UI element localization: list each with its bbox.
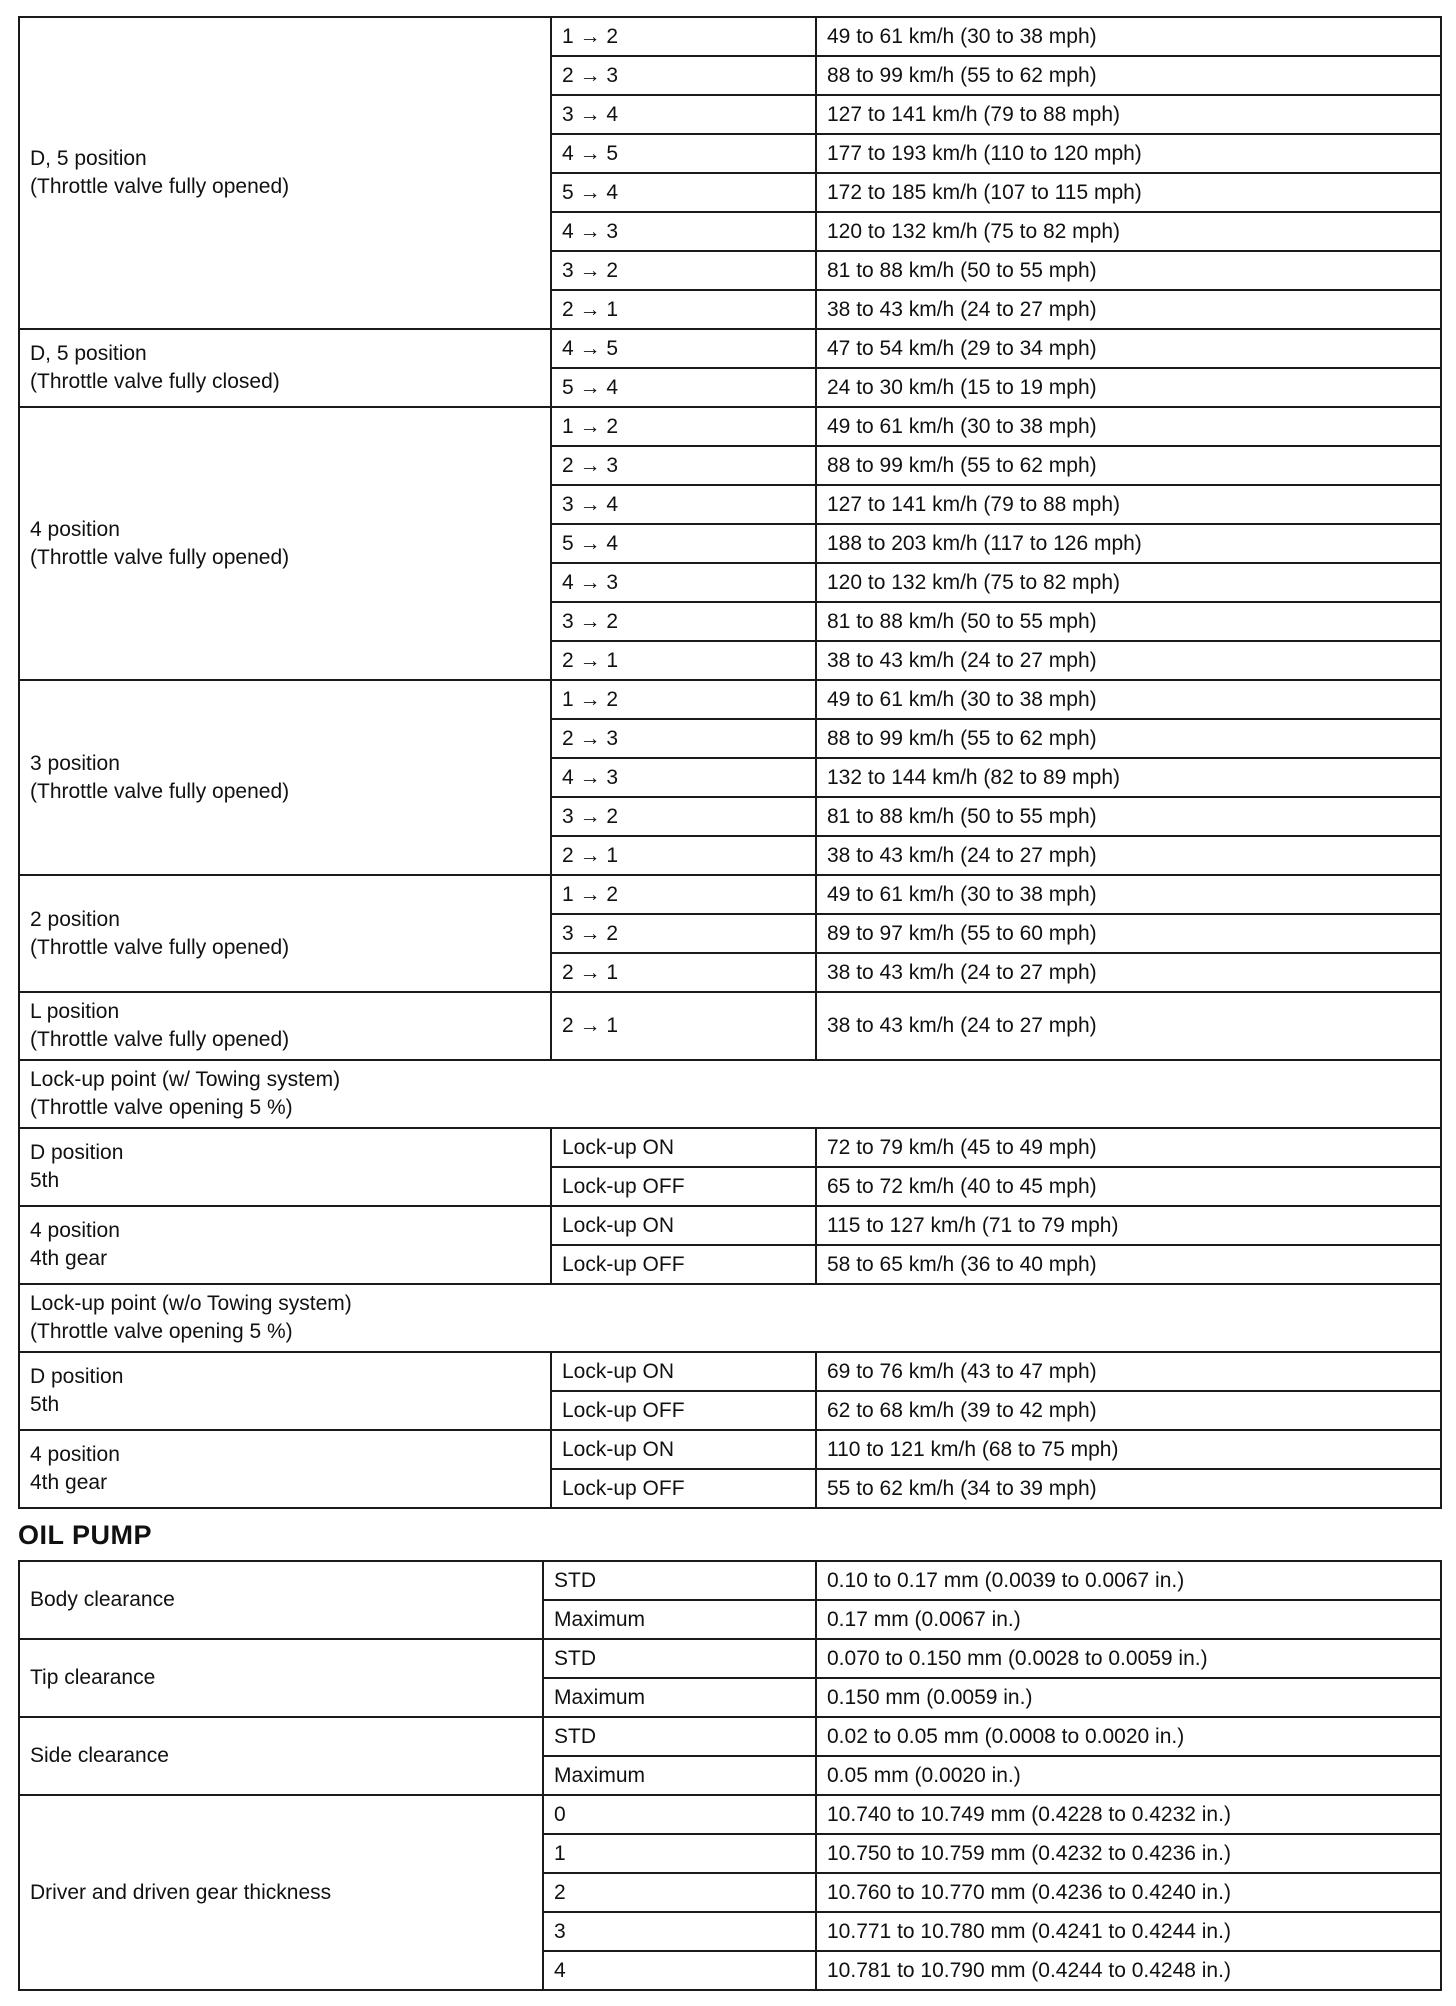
spec-key: 1 (543, 1834, 816, 1873)
speed-value: 89 to 97 km/h (55 to 60 mph) (816, 914, 1441, 953)
shift-label: 4 → 3 (551, 212, 816, 251)
shift-label: 5 → 4 (551, 173, 816, 212)
speed-value: 38 to 43 km/h (24 to 27 mph) (816, 836, 1441, 875)
spec-item-label: Side clearance (19, 1717, 543, 1795)
oil-pump-heading: OIL PUMP (18, 1520, 153, 1550)
spec-item-label: Driver and driven gear thickness (19, 1795, 543, 1990)
table-row (19, 1352, 1441, 1391)
spec-key: STD (543, 1639, 816, 1678)
spec-value: 10.781 to 10.790 mm (0.4244 to 0.4248 in.) (816, 1951, 1441, 1990)
spec-value: 0.150 mm (0.0059 in.) (816, 1678, 1441, 1717)
position-label: L position (Throttle valve fully opened) (19, 992, 551, 1060)
table-row (19, 1561, 1441, 1600)
oil-pump-table (18, 1560, 1442, 1991)
shift-label: 1 → 2 (551, 17, 816, 56)
speed-value: 88 to 99 km/h (55 to 62 mph) (816, 719, 1441, 758)
position-label: D, 5 position (Throttle valve fully closed) (19, 329, 551, 407)
speed-value: 188 to 203 km/h (117 to 126 mph) (816, 524, 1441, 563)
table-row (19, 1206, 1441, 1245)
table-row (19, 875, 1441, 914)
shift-label: 5 → 4 (551, 524, 816, 563)
spec-value: 0.17 mm (0.0067 in.) (816, 1600, 1441, 1639)
shift-label: 3 → 2 (551, 797, 816, 836)
speed-value: 55 to 62 km/h (34 to 39 mph) (816, 1469, 1441, 1508)
lockup-section-header: Lock-up point (w/ Towing system) (Throttle valve opening 5 %) (19, 1060, 1441, 1128)
speed-value: 172 to 185 km/h (107 to 115 mph) (816, 173, 1441, 212)
shift-label: Lock-up ON (551, 1206, 816, 1245)
speed-value: 120 to 132 km/h (75 to 82 mph) (816, 563, 1441, 602)
shift-label: 5 → 4 (551, 368, 816, 407)
shift-label: Lock-up ON (551, 1352, 816, 1391)
spec-value: 10.750 to 10.759 mm (0.4232 to 0.4236 in.) (816, 1834, 1441, 1873)
position-label: 4 position 4th gear (19, 1206, 551, 1284)
spec-key: 4 (543, 1951, 816, 1990)
shift-label: 1 → 2 (551, 407, 816, 446)
speed-value: 120 to 132 km/h (75 to 82 mph) (816, 212, 1441, 251)
shift-label: 3 → 2 (551, 602, 816, 641)
speed-value: 49 to 61 km/h (30 to 38 mph) (816, 17, 1441, 56)
speed-value: 38 to 43 km/h (24 to 27 mph) (816, 953, 1441, 992)
speed-value: 88 to 99 km/h (55 to 62 mph) (816, 446, 1441, 485)
shift-label: 2 → 1 (551, 290, 816, 329)
table-row (19, 1717, 1441, 1756)
table-row (19, 1639, 1441, 1678)
shift-label: 2 → 3 (551, 56, 816, 95)
spec-value: 0.02 to 0.05 mm (0.0008 to 0.0020 in.) (816, 1717, 1441, 1756)
spec-key: 0 (543, 1795, 816, 1834)
table-row (19, 17, 1441, 56)
shift-label: 4 → 3 (551, 563, 816, 602)
spec-key: 2 (543, 1873, 816, 1912)
speed-value: 58 to 65 km/h (36 to 40 mph) (816, 1245, 1441, 1284)
shift-label: 3 → 2 (551, 914, 816, 953)
speed-value: 88 to 99 km/h (55 to 62 mph) (816, 56, 1441, 95)
spec-value: 0.10 to 0.17 mm (0.0039 to 0.0067 in.) (816, 1561, 1441, 1600)
spec-key: STD (543, 1717, 816, 1756)
shift-label: 4 → 3 (551, 758, 816, 797)
shift-label: 2 → 1 (551, 836, 816, 875)
speed-value: 38 to 43 km/h (24 to 27 mph) (816, 641, 1441, 680)
position-label: D position 5th (19, 1352, 551, 1430)
table-row (19, 992, 1441, 1060)
speed-value: 47 to 54 km/h (29 to 34 mph) (816, 329, 1441, 368)
shift-label: 3 → 4 (551, 95, 816, 134)
spec-value: 0.070 to 0.150 mm (0.0028 to 0.0059 in.) (816, 1639, 1441, 1678)
shift-label: Lock-up ON (551, 1430, 816, 1469)
lockup-section-row (19, 1284, 1441, 1352)
table-row (19, 329, 1441, 368)
spec-item-label: Body clearance (19, 1561, 543, 1639)
shift-label: 4 → 5 (551, 329, 816, 368)
table-row (19, 680, 1441, 719)
position-label: 4 position (Throttle valve fully opened) (19, 407, 551, 680)
spec-value: 0.05 mm (0.0020 in.) (816, 1756, 1441, 1795)
spec-key: Maximum (543, 1756, 816, 1795)
shift-label: Lock-up OFF (551, 1245, 816, 1284)
shift-label: 4 → 5 (551, 134, 816, 173)
speed-value: 38 to 43 km/h (24 to 27 mph) (816, 992, 1441, 1060)
spec-item-label: Tip clearance (19, 1639, 543, 1717)
spec-key: Maximum (543, 1678, 816, 1717)
shift-label: 2 → 3 (551, 719, 816, 758)
speed-value: 81 to 88 km/h (50 to 55 mph) (816, 797, 1441, 836)
speed-value: 115 to 127 km/h (71 to 79 mph) (816, 1206, 1441, 1245)
speed-value: 49 to 61 km/h (30 to 38 mph) (816, 875, 1441, 914)
shift-label: Lock-up OFF (551, 1391, 816, 1430)
spec-key: Maximum (543, 1600, 816, 1639)
speed-value: 81 to 88 km/h (50 to 55 mph) (816, 251, 1441, 290)
position-label: 4 position 4th gear (19, 1430, 551, 1508)
spec-key: 3 (543, 1912, 816, 1951)
position-label: D position 5th (19, 1128, 551, 1206)
spec-value: 10.740 to 10.749 mm (0.4228 to 0.4232 in.) (816, 1795, 1441, 1834)
position-label: 3 position (Throttle valve fully opened) (19, 680, 551, 875)
table-row (19, 407, 1441, 446)
shift-label: Lock-up ON (551, 1128, 816, 1167)
speed-value: 65 to 72 km/h (40 to 45 mph) (816, 1167, 1441, 1206)
table-row (19, 1128, 1441, 1167)
shift-label: 2 → 1 (551, 953, 816, 992)
shift-label: 2 → 1 (551, 641, 816, 680)
lockup-section-header: Lock-up point (w/o Towing system) (Throttle valve opening 5 %) (19, 1284, 1441, 1352)
speed-value: 62 to 68 km/h (39 to 42 mph) (816, 1391, 1441, 1430)
speed-value: 24 to 30 km/h (15 to 19 mph) (816, 368, 1441, 407)
table-row (19, 1795, 1441, 1834)
speed-value: 69 to 76 km/h (43 to 47 mph) (816, 1352, 1441, 1391)
spec-value: 10.760 to 10.770 mm (0.4236 to 0.4240 in.) (816, 1873, 1441, 1912)
shift-label: 3 → 2 (551, 251, 816, 290)
speed-value: 81 to 88 km/h (50 to 55 mph) (816, 602, 1441, 641)
shift-label: 2 → 1 (551, 992, 816, 1060)
shift-label: 2 → 3 (551, 446, 816, 485)
position-label: D, 5 position (Throttle valve fully opened) (19, 17, 551, 329)
shift-label: Lock-up OFF (551, 1167, 816, 1206)
shift-label: 3 → 4 (551, 485, 816, 524)
position-label: 2 position (Throttle valve fully opened) (19, 875, 551, 992)
shift-label: Lock-up OFF (551, 1469, 816, 1508)
lockup-section-row (19, 1060, 1441, 1128)
shift-point-table (18, 16, 1442, 1509)
table-row (19, 1430, 1441, 1469)
spec-key: STD (543, 1561, 816, 1600)
speed-value: 38 to 43 km/h (24 to 27 mph) (816, 290, 1441, 329)
speed-value: 49 to 61 km/h (30 to 38 mph) (816, 680, 1441, 719)
speed-value: 177 to 193 km/h (110 to 120 mph) (816, 134, 1441, 173)
shift-label: 1 → 2 (551, 680, 816, 719)
spec-value: 10.771 to 10.780 mm (0.4241 to 0.4244 in.) (816, 1912, 1441, 1951)
speed-value: 132 to 144 km/h (82 to 89 mph) (816, 758, 1441, 797)
speed-value: 72 to 79 km/h (45 to 49 mph) (816, 1128, 1441, 1167)
speed-value: 110 to 121 km/h (68 to 75 mph) (816, 1430, 1441, 1469)
speed-value: 127 to 141 km/h (79 to 88 mph) (816, 485, 1441, 524)
shift-label: 1 → 2 (551, 875, 816, 914)
speed-value: 49 to 61 km/h (30 to 38 mph) (816, 407, 1441, 446)
speed-value: 127 to 141 km/h (79 to 88 mph) (816, 95, 1441, 134)
